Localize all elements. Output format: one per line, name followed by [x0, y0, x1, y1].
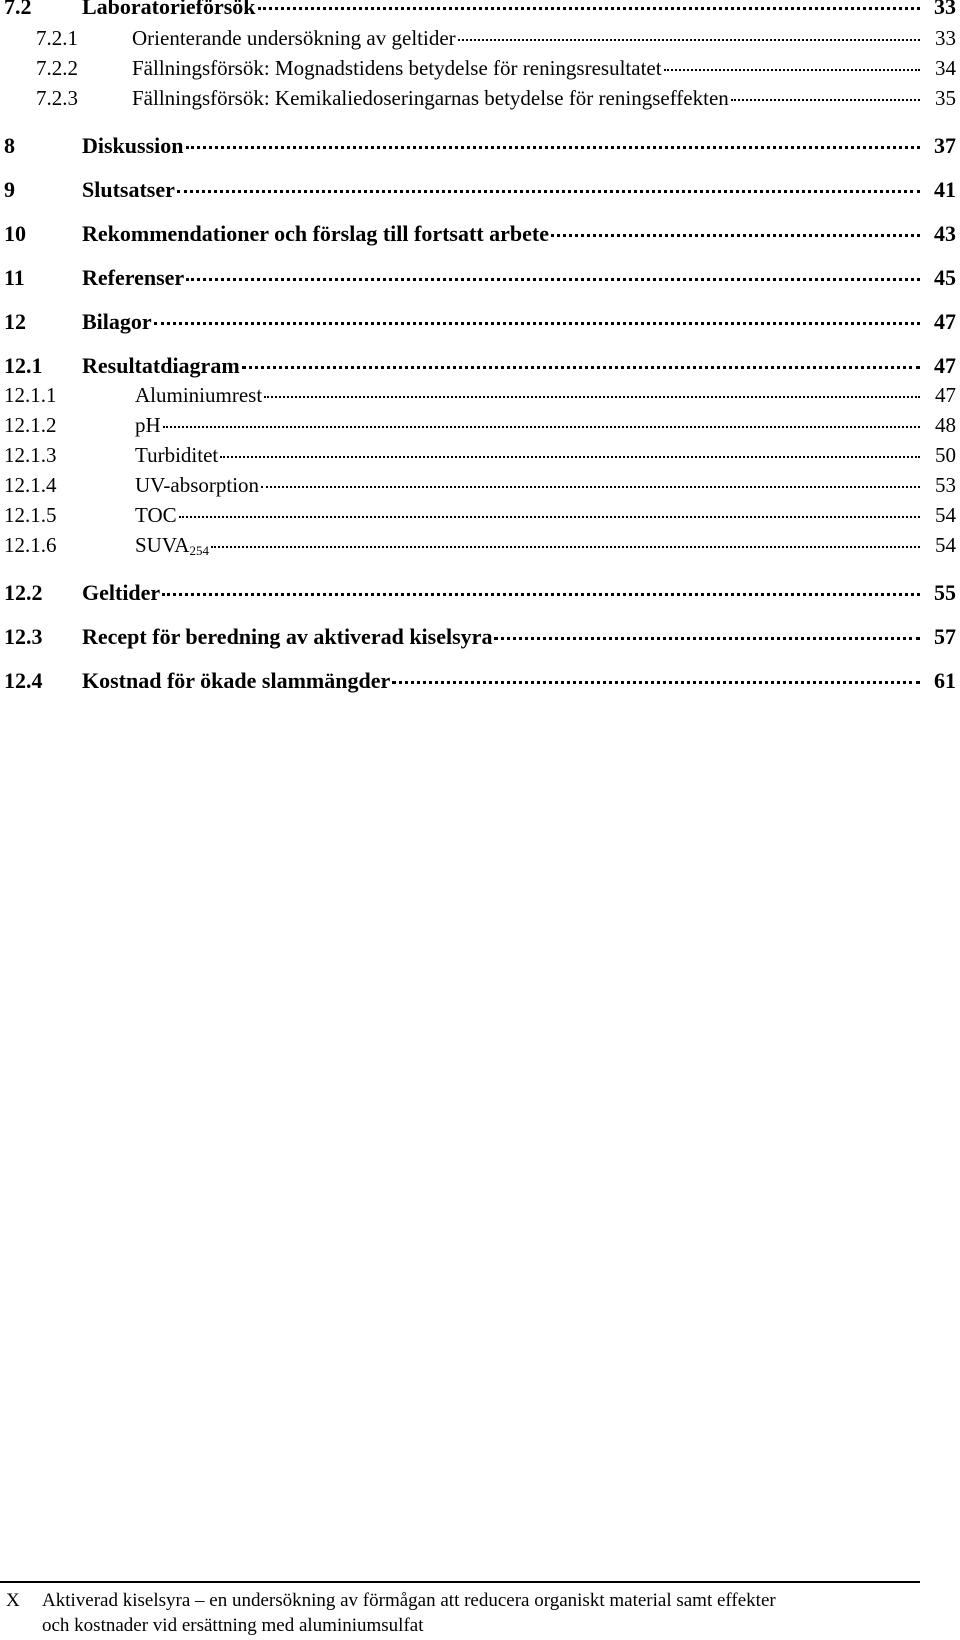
toc-entry-12-1-6[interactable] — [0, 533, 960, 559]
toc-leader — [162, 593, 920, 596]
toc-page: 53 — [935, 473, 956, 497]
toc-number: 7.2.1 — [36, 26, 78, 50]
toc-number: 10 — [4, 221, 26, 246]
toc-title: Aluminiumrest — [135, 383, 263, 407]
toc-entry-12-1-5[interactable] — [0, 503, 960, 528]
toc-number: 12.3 — [4, 624, 43, 649]
toc-title: Fällningsförsök: Kemikaliedoseringarnas betydelse för reningseffekten — [132, 86, 729, 110]
toc-entry-12-3[interactable] — [0, 624, 960, 650]
footer-title-line-1: Aktiverad kiselsyra – en undersökning av förmågan att reducera organiskt material samt effekter — [42, 1590, 776, 1611]
toc-page: 35 — [935, 86, 956, 110]
toc-number: 12.1.3 — [4, 443, 57, 467]
toc-leader — [211, 546, 920, 548]
toc-title: pH — [135, 413, 161, 437]
footer-document-title — [42, 1588, 922, 1638]
toc-page: 48 — [935, 413, 956, 437]
toc-entry-7-2-2[interactable] — [0, 56, 960, 81]
toc-leader — [186, 146, 920, 149]
toc-number: 7.2.2 — [36, 56, 78, 80]
toc-leader — [258, 7, 920, 10]
toc-page: 50 — [935, 443, 956, 467]
toc-page: 61 — [934, 668, 956, 693]
toc-leader — [186, 278, 920, 281]
toc-page: 43 — [934, 221, 956, 246]
toc-page: 47 — [934, 309, 956, 334]
toc-entry-12-1[interactable] — [0, 353, 960, 379]
toc-title: Geltider — [82, 580, 161, 605]
toc-number: 12.1.5 — [4, 503, 57, 527]
toc-number: 12 — [4, 309, 26, 334]
toc-title-text: SUVA — [135, 533, 190, 557]
toc-title: Kostnad för ökade slammängder — [82, 668, 391, 693]
toc-leader — [177, 190, 920, 193]
toc-number: 7.2.3 — [36, 86, 78, 110]
footer-title-line-2: och kostnader vid ersättning med aluminiumsulfat — [42, 1615, 424, 1636]
toc-title: UV-absorption — [135, 473, 260, 497]
toc-entry-12-2[interactable] — [0, 580, 960, 606]
toc-title: Slutsatser — [82, 177, 175, 202]
toc-entry-11[interactable] — [0, 265, 960, 291]
toc-title: Diskussion — [82, 133, 184, 158]
toc-leader — [664, 69, 920, 71]
toc-number: 12.1.2 — [4, 413, 57, 437]
toc-page: 57 — [934, 624, 956, 649]
toc-title: Rekommendationer och förslag till fortsatt arbete — [82, 221, 549, 246]
toc-number: 12.1.4 — [4, 473, 57, 497]
toc-number: 9 — [4, 177, 15, 202]
toc-entry-8[interactable] — [0, 133, 960, 159]
footer-divider — [0, 1581, 920, 1583]
toc-page: 33 — [935, 26, 956, 50]
toc-title: Referenser — [82, 265, 185, 290]
toc-number: 12.2 — [4, 580, 43, 605]
toc-title: TOC — [135, 503, 177, 527]
toc-entry-7-2[interactable] — [0, 0, 960, 20]
toc-page: 45 — [934, 265, 956, 290]
toc-page: 54 — [935, 533, 956, 557]
toc-title: Fällningsförsök: Mognadstidens betydelse för reningsresultatet — [132, 56, 662, 80]
toc-title: Recept för beredning av aktiverad kiselsyra — [82, 624, 493, 649]
toc-title-subscript: 254 — [189, 543, 209, 558]
toc-entry-9[interactable] — [0, 177, 960, 203]
toc-title — [135, 533, 209, 559]
toc-leader — [179, 516, 920, 518]
toc-leader — [392, 681, 920, 684]
toc-leader — [458, 39, 920, 41]
toc-entry-12-1-2[interactable] — [0, 413, 960, 438]
toc-number: 12.1.6 — [4, 533, 57, 557]
toc-leader — [261, 486, 920, 488]
toc-leader — [154, 322, 920, 325]
toc-title: Bilagor — [82, 309, 152, 334]
toc-leader — [242, 366, 920, 369]
toc-entry-12-1-3[interactable] — [0, 443, 960, 468]
toc-entry-10[interactable] — [0, 221, 960, 247]
toc-number: 12.4 — [4, 668, 43, 693]
toc-number: 11 — [4, 265, 25, 290]
toc-entry-12-1-4[interactable] — [0, 473, 960, 498]
toc-page: 47 — [935, 383, 956, 407]
toc-leader — [731, 99, 920, 101]
toc-leader — [551, 234, 920, 237]
toc-page: 37 — [934, 133, 956, 158]
toc-entry-12-4[interactable] — [0, 668, 960, 694]
toc-title: Turbiditet — [135, 443, 219, 467]
toc-leader — [220, 456, 920, 458]
toc-entry-12-1-1[interactable] — [0, 383, 960, 408]
toc-entry-7-2-3[interactable] — [0, 86, 960, 111]
toc-page: 34 — [935, 56, 956, 80]
toc-title: Resultatdiagram — [82, 353, 240, 378]
toc-entry-12[interactable] — [0, 309, 960, 335]
toc-number: 8 — [4, 133, 15, 158]
toc-leader — [163, 426, 920, 428]
toc-number: 12.1.1 — [4, 383, 57, 407]
toc-title: Orienterande undersökning av geltider — [132, 26, 456, 50]
toc-entry-7-2-1[interactable] — [0, 26, 960, 51]
toc-page: 33 — [934, 0, 956, 19]
toc-leader — [264, 396, 920, 398]
toc-title: Laboratorieförsök — [82, 0, 256, 19]
toc-page: 55 — [934, 580, 956, 605]
toc-number: 7.2 — [4, 0, 32, 19]
toc-page: 41 — [934, 177, 956, 202]
toc-leader — [494, 637, 920, 640]
toc-page: 54 — [935, 503, 956, 527]
footer-page-number: X — [6, 1590, 20, 1611]
toc-number: 12.1 — [4, 353, 43, 378]
toc-page: 47 — [934, 353, 956, 378]
